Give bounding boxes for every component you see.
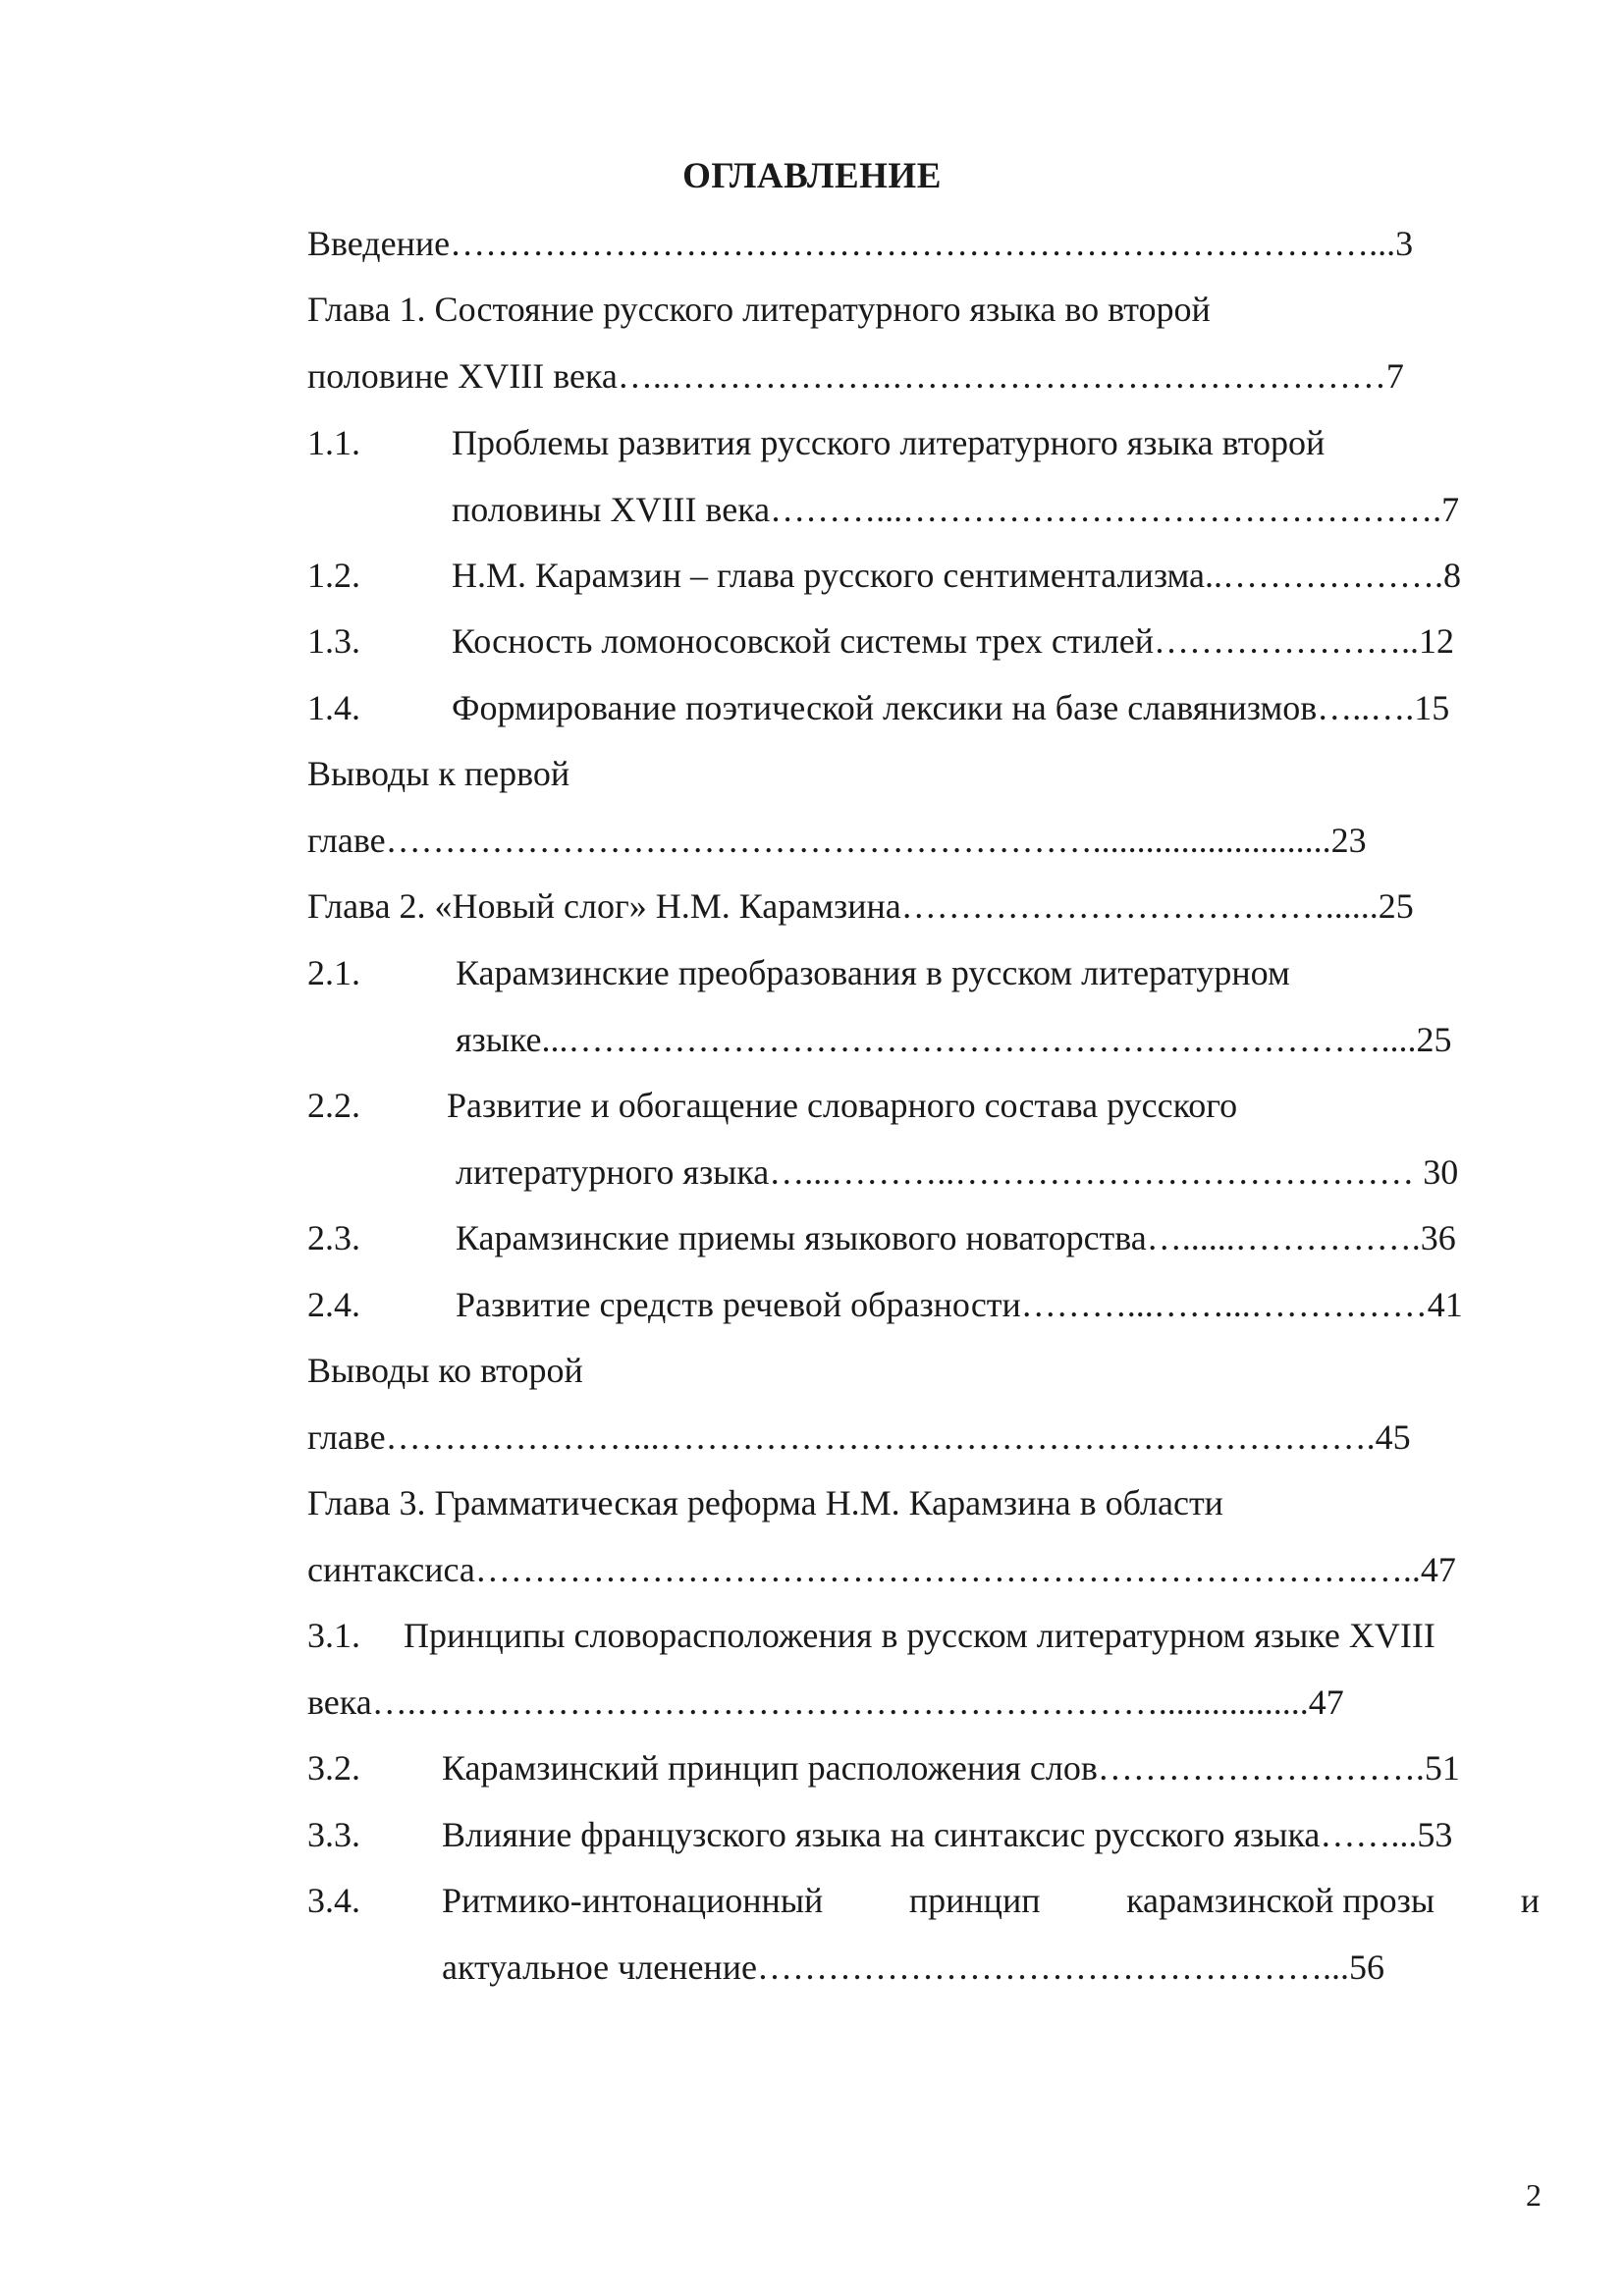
toc-entry-section-3-4-line-1: [442, 1879, 1540, 1922]
toc-word: принцип: [908, 1881, 1041, 1920]
toc-word: Ритмико-интонационный: [442, 1881, 824, 1920]
toc-entry-chapter-3-line-1: Глава 3. Грамматическая реформа Н.М. Карамзина в области: [307, 1483, 1223, 1522]
toc-entry-section-3-3: Влияние французского языка на синтаксис русского языка……...53: [442, 1815, 1453, 1854]
toc-entry-introduction: Введение……………………………………………………………………...3: [307, 224, 1414, 263]
toc-entry-section-2-4: Развитие средств речевой образности………...……...……………41: [456, 1285, 1463, 1324]
toc-entry-conclusions-1-line-1: Выводы к первой: [307, 754, 570, 793]
section-number: 3.3.: [307, 1815, 360, 1854]
toc-entry-section-2-1-line-2: языке...……………………………………………………………....25: [456, 1020, 1452, 1059]
toc-entry-section-2-3: Карамзинские приемы языкового новаторства…......…………….36: [456, 1218, 1456, 1257]
toc-entry-section-2-2-line-1: Развитие и обогащение словарного состава русского: [447, 1086, 1238, 1125]
toc-entry-section-2-2-line-2: литературного языка…...………..………………………………… 30: [456, 1152, 1459, 1192]
section-number: 1.2.: [307, 556, 360, 595]
section-number: 2.3.: [307, 1218, 360, 1257]
section-number: 1.4.: [307, 688, 360, 727]
section-number: 2.4.: [307, 1285, 360, 1324]
toc-entry-section-1-2: Н.М. Карамзин – глава русского сентиментализма..……………….8: [452, 556, 1462, 595]
toc-entry-section-1-3: Косность ломоносовской системы трех стилей…………………..12: [452, 621, 1455, 661]
toc-entry-section-1-1-line-2: половины XVIII века………...……………………………………….7: [452, 490, 1460, 529]
section-number: 1.1.: [307, 423, 360, 462]
section-number: 2.2.: [307, 1086, 360, 1125]
toc-entry-section-3-4-line-2: актуальное членение…………………………………………...56: [442, 1948, 1384, 1987]
toc-entry-conclusions-2-line-2: главе…………………...…………………………………………………….45: [307, 1417, 1411, 1457]
toc-entry-section-1-1-line-1: Проблемы развития русского литературного языка второй: [452, 423, 1326, 462]
page-number: 2: [1526, 2177, 1542, 2213]
toc-word: и: [1520, 1881, 1540, 1920]
toc-entry-chapter-1-line-1: Глава 1. Состояние русского литературного языка во второй: [307, 290, 1211, 329]
section-number: 3.1.: [307, 1616, 360, 1655]
toc-entry-chapter-1-line-2: половине XVIII века…..……………….……………………………………7: [307, 356, 1404, 396]
toc-entry-chapter-2: Глава 2. «Новый слог» Н.М. Карамзина………………………………......25: [307, 886, 1414, 926]
section-number: 3.2.: [307, 1748, 360, 1788]
section-number: 1.3.: [307, 621, 360, 661]
toc-entry-conclusions-2-line-1: Выводы ко второй: [307, 1351, 583, 1390]
section-number: 2.1.: [307, 953, 360, 992]
section-number: 3.4.: [307, 1881, 360, 1920]
toc-entry-section-3-2: Карамзинский принцип расположения слов……………………….51: [442, 1748, 1460, 1788]
toc-title: ОГЛАВЛЕНИЕ: [682, 156, 942, 196]
toc-entry-section-2-1-line-1: Карамзинские преобразования в русском литературном: [456, 953, 1290, 992]
toc-word: карамзинской прозы: [1126, 1881, 1435, 1920]
toc-entry-section-3-1-line-2: века….……………………………………………………….................47: [307, 1682, 1344, 1722]
toc-entry-section-1-4: Формирование поэтической лексики на базе славянизмов…..….15: [452, 688, 1450, 727]
toc-entry-section-3-1-line-1: Принципы словорасположения в русском литературном языке XVIII: [404, 1616, 1435, 1655]
toc-entry-conclusions-1-line-2: главе……………………………………………………...........................23: [307, 821, 1367, 860]
toc-entry-chapter-3-line-2: синтаксиса………………………………………………………………….…..47: [307, 1550, 1456, 1589]
